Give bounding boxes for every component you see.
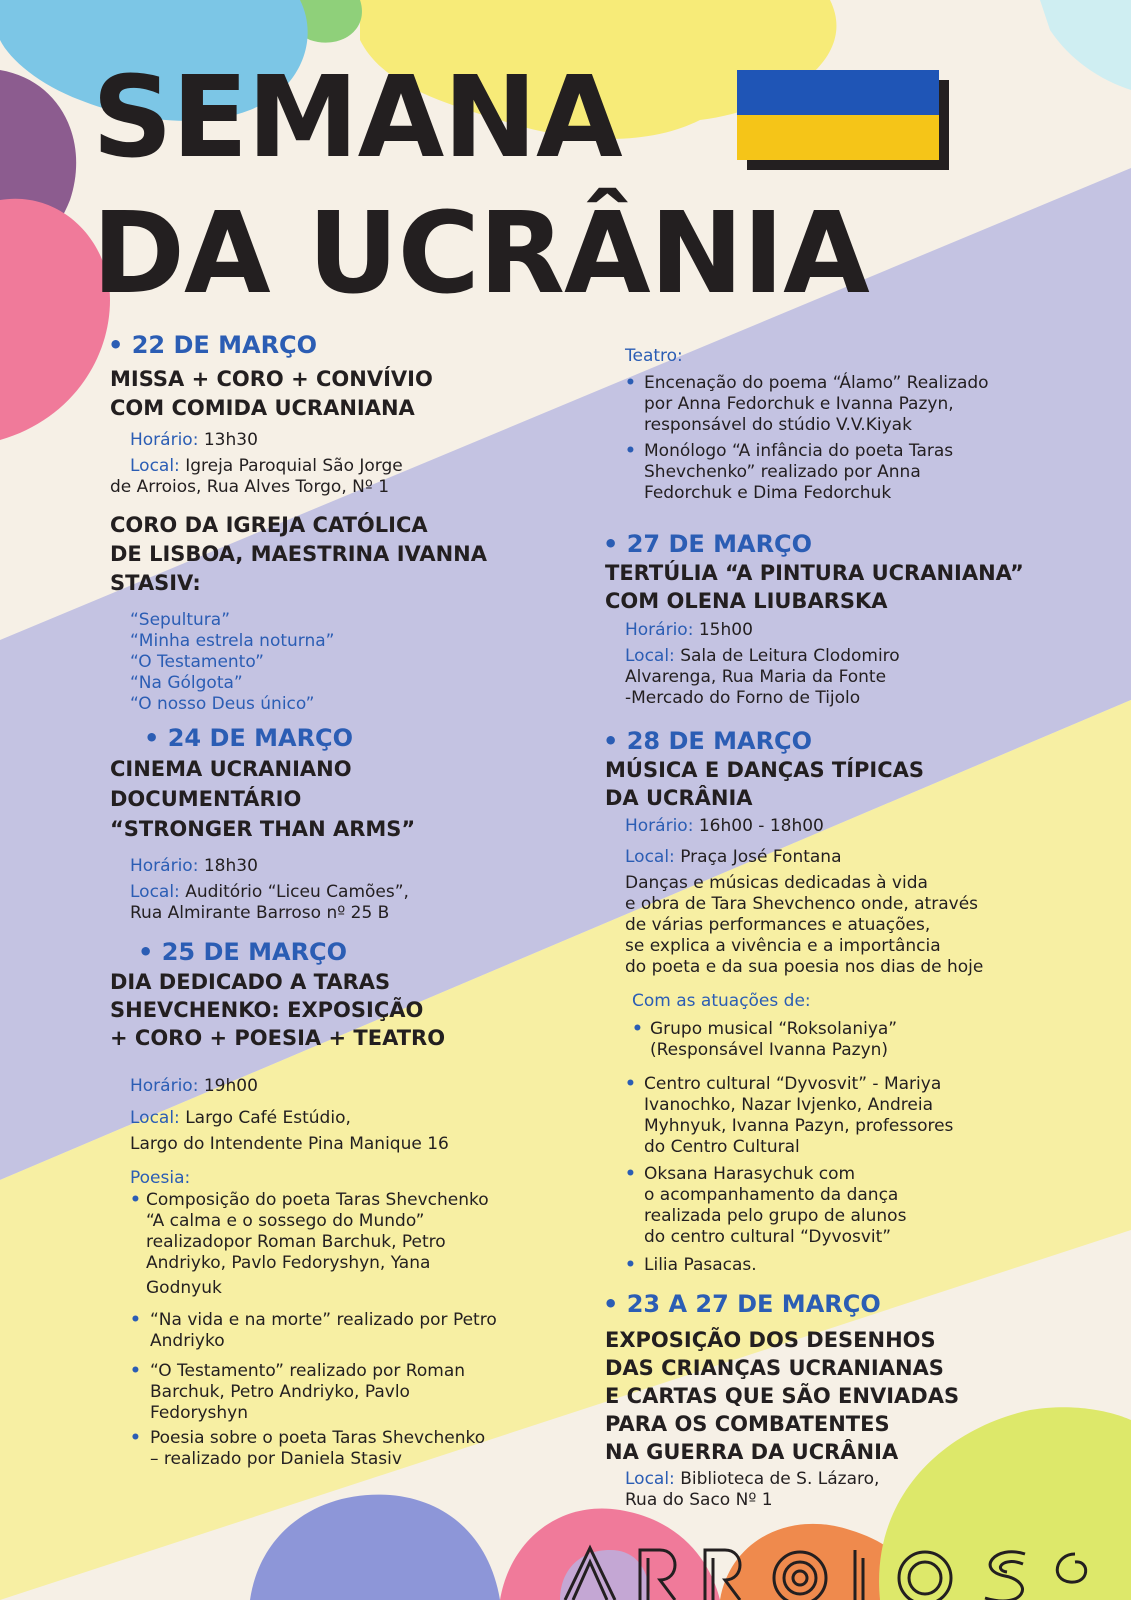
event-date: • 22 DE MARÇO [108,331,318,359]
poesia-label: Poesia: [130,1168,191,1188]
event-place: Local: Biblioteca de S. Lázaro, Rua do Saco Nº 1 [625,1469,880,1510]
event-title: DIA DEDICADO A TARAS SHEVCHENKO: EXPOSIÇÃO + CORO + POESIA + TEATRO [110,970,446,1050]
event-title: TERTÚLIA “A PINTURA UCRANIANA” COM OLENA LIUBARSKA [605,561,1024,613]
flag-yellow-stripe [737,115,939,160]
theatre-item: • Encenação do poema “Álamo” Realizado por Anna Fedorchuk e Ivanna Pazyn, responsável do stúdio V.V.Kiyak [625,373,989,435]
event-title: MÚSICA E DANÇAS TÍPICAS DA UCRÂNIA [605,758,925,810]
event-place: Local: Sala de Leitura Clodomiro Alvarenga, Rua Maria da Fonte -Mercado do Forno de Tijolo [625,646,900,708]
ukraine-flag [737,70,939,160]
performers-label: Com as atuações de: [632,991,811,1011]
teatro-label: Teatro: [625,346,683,366]
arroios-logo [555,1540,1115,1600]
event-date: • 23 A 27 DE MARÇO [603,1290,881,1318]
event-place: Local: Praça José Fontana [625,847,842,867]
event-date: • 27 DE MARÇO [603,530,813,558]
event-place: Local: Largo Café Estúdio, Largo do Intendente Pina Manique 16 [130,1108,449,1154]
song-list [130,610,334,715]
event-time: Horário: 15h00 [625,620,753,640]
song-item: “Minha estrela noturna” [130,631,335,651]
poetry-item: • Composição do poeta Taras Shevchenko “A calma e o sossego do Mundo” realizadopor Roman Barchuk, Petro Andriyko, Pavlo Fedoryshyn, Yana Godnyuk [130,1190,489,1298]
choir-title: CORO DA IGREJA CATÓLICA DE LISBOA, MAESTRINA IVANNA STASIV: [110,513,487,595]
event-title: EXPOSIÇÃO DOS DESENHOS DAS CRIANÇAS UCRANIANAS E CARTAS QUE SÃO ENVIADAS PARA OS COMBATENTES NA GUERRA DA UCRÂNIA [605,1328,960,1464]
performer-item: • Centro cultural “Dyvosvit” - Mariya Ivanochko, Nazar Ivjenko, Andreia Myhnyuk, Ivanna Pazyn, professores do Centro Cultural [625,1074,954,1157]
event-date: • 24 DE MARÇO [144,724,354,752]
event-time: Horário: 16h00 - 18h00 [625,816,824,836]
event-date: • 25 DE MARÇO [138,938,348,966]
event-time: Horário: 19h00 [130,1076,258,1096]
event-place: Local: Auditório “Liceu Camões”, Rua Almirante Barroso nº 25 B [130,882,409,923]
performer-item: • Oksana Harasychuk com o acompanhamento da dança realizada pelo grupo de alunos do centro cultural “Dyvosvit” [625,1164,907,1247]
performer-item: • Lilia Pasacas. [625,1255,757,1275]
title-line-1: SEMANA [92,53,622,183]
flag-blue-stripe [737,70,939,115]
event-title: MISSA + CORO + CONVÍVIO COM COMIDA UCRANIANA [110,367,433,420]
performer-item: • Grupo musical “Roksolaniya” (Responsável Ivanna Pazyn) [632,1019,898,1060]
event-time: Horário: 18h30 [130,856,258,876]
song-item: “Sepultura” [130,610,230,630]
song-item: “Na Gólgota” [130,673,243,693]
event-title: CINEMA UCRANIANO DOCUMENTÁRIO “STRONGER THAN ARMS” [110,757,416,841]
song-item: “O nosso Deus único” [130,694,315,714]
event-date: • 28 DE MARÇO [603,727,813,755]
title-line-2: DA UCRÂNIA [92,189,869,319]
song-item: “O Testamento” [130,652,264,672]
poetry-item: • “O Testamento” realizado por Roman Barchuk, Petro Andriyko, Pavlo Fedoryshyn [130,1361,466,1423]
theatre-item: • Monólogo “A infância do poeta Taras Shevchenko” realizado por Anna Fedorchuk e Dima Fedorchuk [625,441,954,503]
event-place: Local: Igreja Paroquial São Jorge de Arroios, Rua Alves Torgo, Nº 1 [110,456,403,497]
event-time: Horário: 13h30 [130,430,258,450]
poetry-item: • “Na vida e na morte” realizado por Petro Andriyko [130,1310,497,1351]
poetry-item: • Poesia sobre o poeta Taras Shevchenko – realizado por Daniela Stasiv [130,1428,486,1469]
event-description: Danças e músicas dedicadas à vida e obra de Tara Shevchenco onde, através de várias performances e atuações, se explica a vivência e a importância do poeta e da sua poesia nos dias de hoje [625,873,984,977]
